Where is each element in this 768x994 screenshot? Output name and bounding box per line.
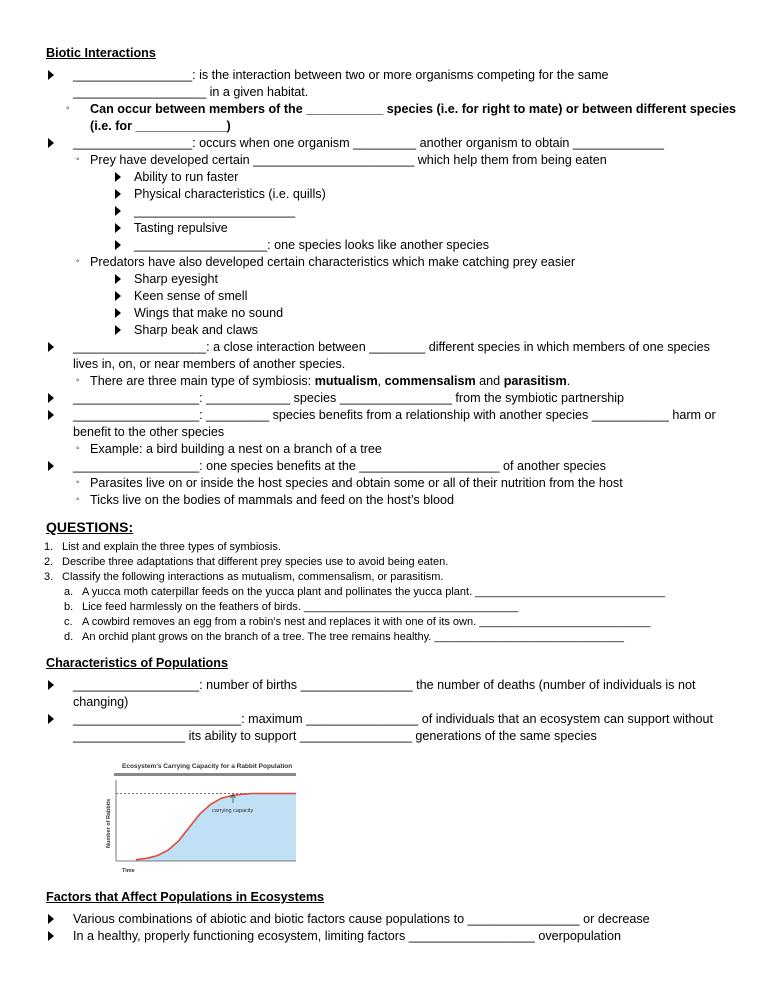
equilibrium-line-2: changing) <box>73 695 129 709</box>
heading-questions: QUESTIONS: <box>46 519 134 535</box>
parasitism-sub-1: Parasites live on or inside the host species and obtain some or all of their nutrition from the host <box>90 476 623 490</box>
bullet-arrow-icon <box>48 70 54 80</box>
predator-item: Sharp beak and claws <box>134 323 258 337</box>
bullet-arrow-icon <box>48 714 54 724</box>
question-number: 3. <box>44 571 54 583</box>
factors-line-2: In a healthy, properly functioning ecosystem, limiting factors __________________ overpopulation <box>73 929 621 943</box>
predation-line: _________________: occurs when one organism _________ another organism to obtain _____________ <box>73 136 664 150</box>
circle-bullet-icon: ◦ <box>76 256 80 267</box>
symbiosis-line-2: lives in, on, or near members of another species. <box>73 357 346 371</box>
sub-question-letter: c. <box>64 616 73 628</box>
sub-question-text: A cowbird removes an egg from a robin’s nest and replaces it with one of its own. ____________________________ <box>82 616 651 628</box>
mutualism-line: __________________: ____________ species ________________ from the symbiotic partnership <box>73 391 625 405</box>
commensalism-example: Example: a bird building a nest on a branch of a tree <box>90 442 382 456</box>
circle-bullet-icon: ◦ <box>66 103 70 114</box>
question-number: 2. <box>44 556 54 568</box>
circle-bullet-icon: ◦ <box>76 477 80 488</box>
competition-sub-line-2: (i.e. for _____________) <box>90 119 231 133</box>
sub-question-text: An orchid plant grows on the branch of a tree. The tree remains healthy. _______________________________ <box>82 631 625 643</box>
bullet-arrow-icon <box>115 291 121 301</box>
symbiosis-types-line: There are three main type of symbiosis: mutualism, commensalism and parasitism. <box>90 374 571 388</box>
circle-bullet-icon: ◦ <box>76 494 80 505</box>
equilibrium-line-1: __________________: number of births ________________ the number of deaths (number of individuals is not <box>73 678 696 692</box>
prey-item: Physical characteristics (i.e. quills) <box>134 187 326 201</box>
predator-item: Wings that make no sound <box>134 306 284 320</box>
carrying-capacity-line-1: ________________________: maximum ________________ of individuals that an ecosystem can support without <box>73 712 713 726</box>
parasitism-sub-2: Ticks live on the bodies of mammals and feed on the host’s blood <box>90 493 455 507</box>
question-number: 1. <box>44 541 54 553</box>
sub-question-letter: a. <box>64 586 74 598</box>
sub-question-letter: d. <box>64 631 74 643</box>
heading-biotic-interactions: Biotic Interactions <box>46 46 156 60</box>
symbiosis-line-1: ___________________: a close interaction between ________ different species in which members of one species <box>73 340 710 354</box>
predator-item: Sharp eyesight <box>134 272 219 286</box>
chart-title-rule <box>114 773 296 776</box>
predator-item: Keen sense of smell <box>134 289 248 303</box>
parasitism-line: __________________: one species benefits at the ____________________ of another species <box>73 459 606 473</box>
sub-question-text: A yucca moth caterpillar feeds on the yucca plant and pollinates the yucca plant. _______________________________ <box>82 586 665 598</box>
circle-bullet-icon: ◦ <box>76 154 80 165</box>
bullet-arrow-icon <box>115 206 121 216</box>
prey-item: Tasting repulsive <box>134 221 228 235</box>
prey-item: _______________________ <box>134 204 296 218</box>
bullet-arrow-icon <box>115 240 121 250</box>
prey-line: Prey have developed certain _______________________ which help them from being eaten <box>90 153 607 167</box>
annotation-label: carrying capacity <box>212 808 254 814</box>
question-text: Describe three adaptations that different prey species use to avoid being eaten. <box>62 556 449 568</box>
prey-item: Ability to run faster <box>134 170 239 184</box>
bullet-arrow-icon <box>48 138 54 148</box>
carrying-capacity-line-2: ________________ its ability to support ________________ generations of the same species <box>73 729 597 743</box>
circle-bullet-icon: ◦ <box>76 375 80 386</box>
carrying-capacity-chart <box>100 758 300 878</box>
predator-line: Predators have also developed certain characteristics which make catching prey easier <box>90 255 576 269</box>
heading-factors-affecting-populations: Factors that Affect Populations in Ecosystems <box>46 890 325 904</box>
bullet-arrow-icon <box>115 223 121 233</box>
sub-question-text: Lice feed harmlessly on the feathers of birds. ___________________________________ <box>82 601 519 613</box>
bullet-arrow-icon <box>48 680 54 690</box>
bullet-arrow-icon <box>48 393 54 403</box>
sub-question-letter: b. <box>64 601 74 613</box>
bullet-arrow-icon <box>48 461 54 471</box>
bullet-arrow-icon <box>48 342 54 352</box>
prey-item: ___________________: one species looks like another species <box>134 238 489 252</box>
bullet-arrow-icon <box>115 189 121 199</box>
heading-characteristics-of-populations: Characteristics of Populations <box>46 656 228 670</box>
bullet-arrow-icon <box>115 172 121 182</box>
bullet-arrow-icon <box>48 914 54 924</box>
competition-line-2: ___________________ in a given habitat. <box>73 85 309 99</box>
competition-line-1: _________________: is the interaction between two or more organisms competing for the same <box>73 68 609 82</box>
competition-sub-line-1: Can occur between members of the ___________ species (i.e. for right to mate) or between different species <box>90 102 737 116</box>
y-axis-label: Number of Rabbits <box>106 798 112 848</box>
bullet-arrow-icon <box>48 931 54 941</box>
x-axis-label: Time <box>122 868 135 874</box>
circle-bullet-icon: ◦ <box>76 443 80 454</box>
commensalism-line-1: __________________: _________ species benefits from a relationship with another species ___________ harm or <box>73 408 716 422</box>
commensalism-line-2: benefit to the other species <box>73 425 225 439</box>
bullet-arrow-icon <box>115 308 121 318</box>
question-text: List and explain the three types of symbiosis. <box>62 541 281 553</box>
question-text: Classify the following interactions as mutualism, commensalism, or parasitism. <box>62 571 444 583</box>
bullet-arrow-icon <box>115 325 121 335</box>
factors-line-1: Various combinations of abiotic and biotic factors cause populations to ________________ or decrease <box>73 912 650 926</box>
bullet-arrow-icon <box>48 410 54 420</box>
chart-title: Ecosystem's Carrying Capacity for a Rabbit Population <box>122 763 293 770</box>
bullet-arrow-icon <box>115 274 121 284</box>
